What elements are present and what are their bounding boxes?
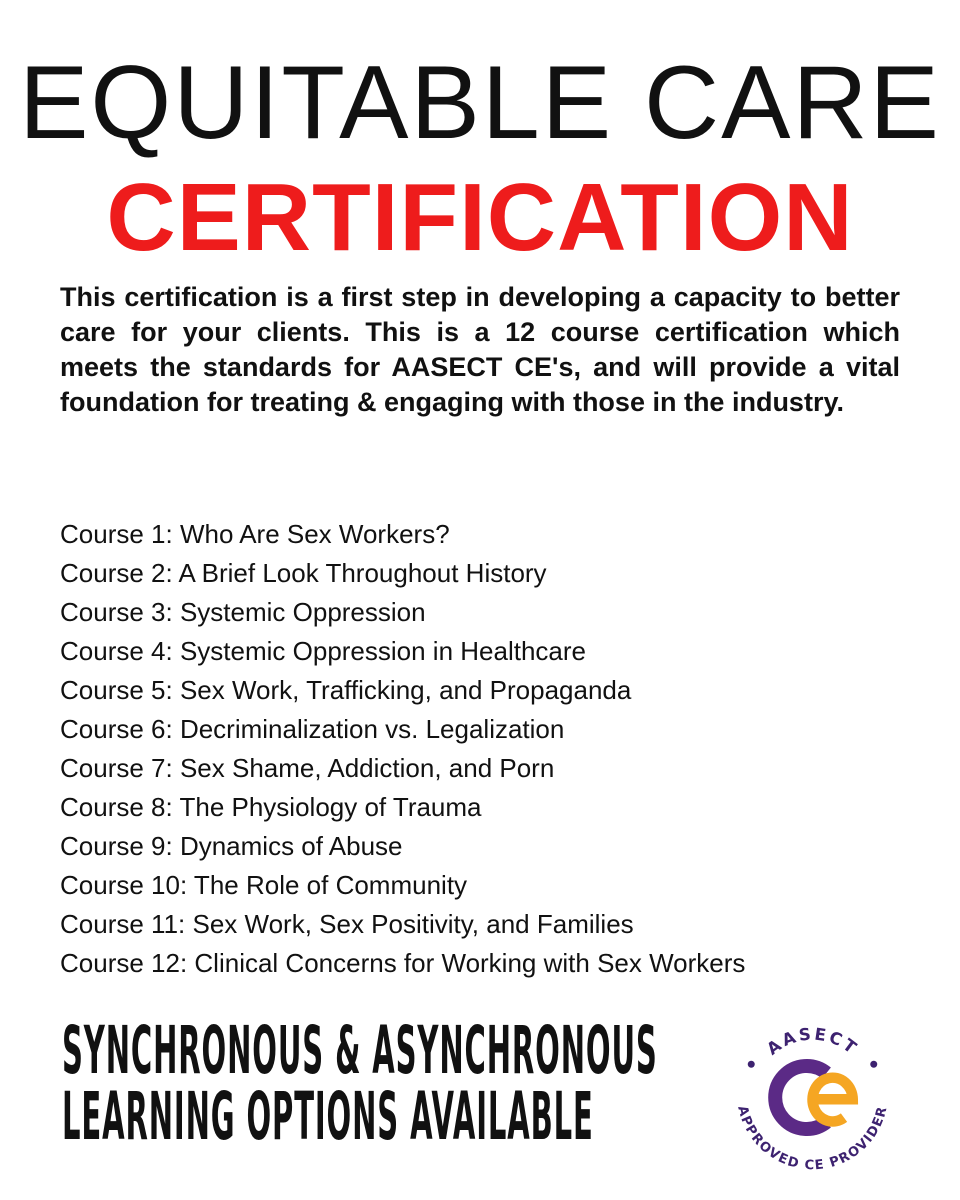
title-line-2: CERTIFICATION [106, 164, 854, 271]
list-item: Course 2: A Brief Look Throughout History [60, 558, 547, 588]
list-item: Course 5: Sex Work, Trafficking, and Propaganda [60, 675, 632, 705]
svg-text:AASECT [763, 1024, 862, 1058]
course-list [60, 515, 745, 983]
logo-bottom-text: APPROVED CE PROVIDER [734, 1104, 891, 1174]
list-item: Course 1: Who Are Sex Workers? [60, 519, 450, 549]
logo-dot-left [748, 1061, 755, 1068]
list-item: Course 12: Clinical Concerns for Working with Sex Workers [60, 948, 746, 978]
logo-e-icon [813, 1078, 853, 1122]
list-item: Course 8: The Physiology of Trauma [60, 792, 482, 822]
list-item: Course 9: Dynamics of Abuse [60, 831, 403, 861]
banner-line-2: LEARNING OPTIONS AVAILABLE [62, 1078, 594, 1155]
list-item: Course 6: Decriminalization vs. Legalization [60, 714, 565, 744]
list-item: Course 7: Sex Shame, Addiction, and Porn [60, 753, 555, 783]
learning-options-banner [62, 1012, 658, 1155]
list-item: Course 10: The Role of Community [60, 870, 468, 900]
intro-paragraph: This certification is a first step in developing a capacity to better care for your clients. This is a 12 course certification which meets the standards for AASECT CE's, and will provide a vital foundation for treating & engaging with those in the industry. [60, 282, 900, 417]
list-item: Course 3: Systemic Oppression [60, 597, 426, 627]
logo-dot-right [870, 1061, 877, 1068]
logo-top-text: AASECT [763, 1024, 862, 1059]
list-item: Course 4: Systemic Oppression in Healthcare [60, 636, 587, 666]
title-line-1: EQUITABLE CARE [19, 45, 941, 161]
aasect-ce-logo [725, 1010, 900, 1185]
banner-line-1: SYNCHRONOUS & ASYNCHRONOUS [62, 1012, 658, 1089]
list-item: Course 11: Sex Work, Sex Positivity, and Families [60, 909, 634, 939]
